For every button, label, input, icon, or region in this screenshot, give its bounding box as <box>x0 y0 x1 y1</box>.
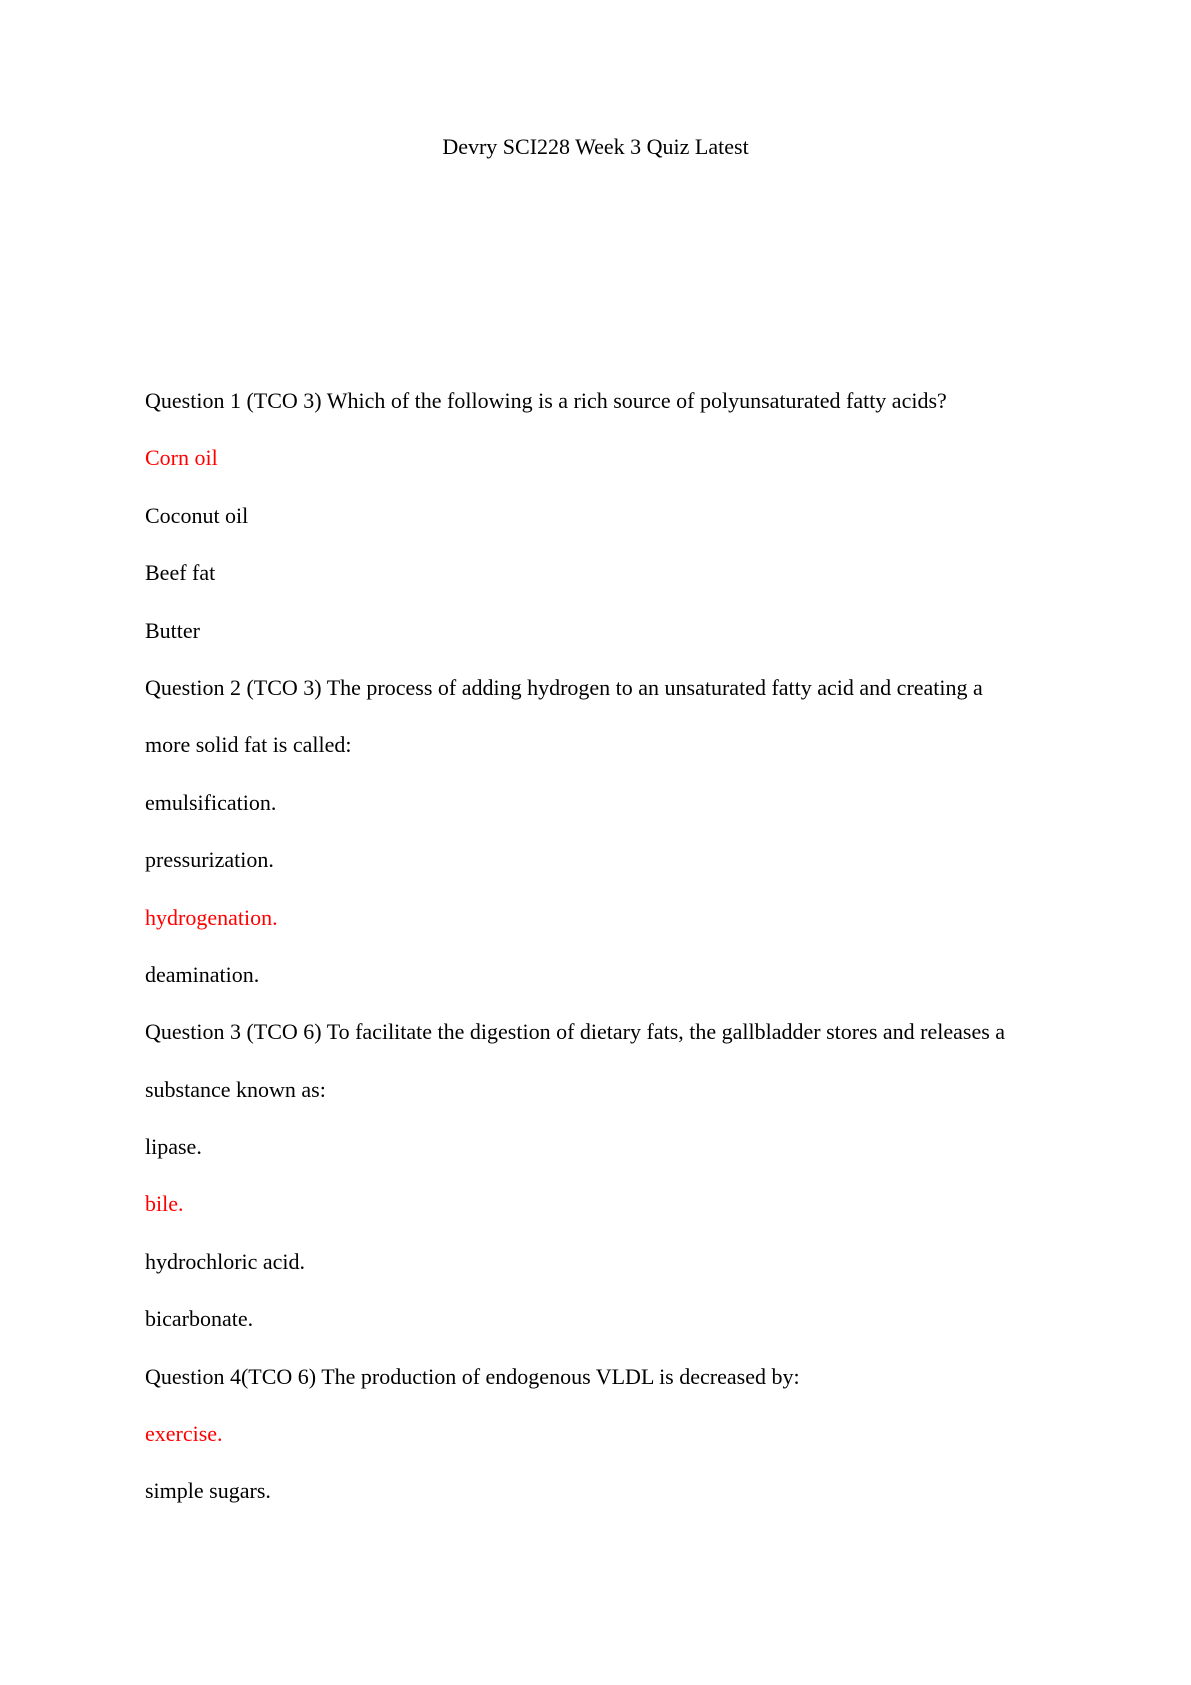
question-2-answer-pressurization: pressurization. <box>145 847 274 873</box>
question-2-answer-emulsification: emulsification. <box>145 789 277 815</box>
question-1-answer-beef-fat: Beef fat <box>145 560 216 586</box>
document-title: Devry SCI228 Week 3 Quiz Latest <box>442 134 749 159</box>
question-1-answer-butter: Butter <box>145 617 200 643</box>
question-2-answer-deamination: deamination. <box>145 961 260 987</box>
question-4-answer-exercise: exercise. <box>145 1421 223 1447</box>
quiz-content <box>145 372 1045 1520</box>
question-1-answer-corn-oil: Corn oil <box>145 445 218 471</box>
question-3-answer-lipase: lipase. <box>145 1134 202 1160</box>
question-2-text-line-2: more solid fat is called: <box>145 732 352 758</box>
question-1-answer-coconut-oil: Coconut oil <box>145 502 249 528</box>
question-1-text: Question 1 (TCO 3) Which of the following is a rich source of polyunsaturated fatty acids? <box>145 388 947 413</box>
question-2-answer-hydrogenation: hydrogenation. <box>145 904 278 930</box>
question-3-answer-bicarbonate: bicarbonate. <box>145 1306 254 1332</box>
question-3-answer-bile: bile. <box>145 1191 184 1217</box>
question-4-answer-simple-sugars: simple sugars. <box>145 1478 271 1504</box>
question-3-text-line-2: substance known as: <box>145 1076 326 1102</box>
question-3-answer-hydrochloric-acid: hydrochloric acid. <box>145 1248 306 1274</box>
question-3-text-line-1: Question 3 (TCO 6) To facilitate the digestion of dietary fats, the gallbladder stores and releases a <box>145 1019 1006 1045</box>
question-2-text-line-1: Question 2 (TCO 3) The process of adding hydrogen to an unsaturated fatty acid and creating a <box>145 674 983 700</box>
question-4-text: Question 4(TCO 6) The production of endogenous VLDL is decreased by: <box>145 1363 800 1389</box>
